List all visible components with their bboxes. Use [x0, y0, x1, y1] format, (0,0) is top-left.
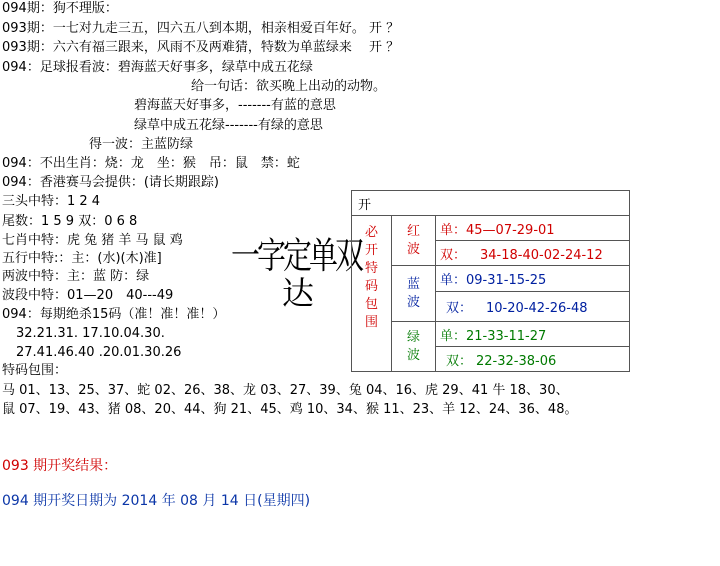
line-surround-nums-2: 鼠 07、19、43、猪 08、20、44、狗 21、45、鸡 10、34、猴 11、23、羊 12、24、36、48。 — [2, 402, 578, 417]
red-wave-label: 红波 — [392, 216, 436, 266]
line-poem-2: 093期：六六有福三跟来，风雨不及两难猜，特数为单蓝绿来 开 ？ — [2, 40, 400, 55]
line-poem-1: 093期：一七对九走三五，四六五八到本期，相亲相爱百年好。 开 ？ — [2, 21, 400, 36]
line-wave-range: 波段中特：01—20 40---49 — [2, 288, 174, 303]
line-seven-zodiac: 七肖中特：虎 兔 猪 羊 马 鼠 鸡 — [2, 233, 183, 248]
stamp-text: 一字定单双 — [231, 234, 362, 277]
green-odd-row: 单：21-33-11-27 — [436, 322, 630, 347]
line-kill-15: 094：每期绝杀15码（准！准！准！） — [2, 307, 226, 322]
line-football: 094：足球报看波：碧海蓝天好事多，绿草中成五花绿 — [2, 60, 313, 75]
table-header: 开 — [352, 191, 630, 216]
blue-wave-label: 蓝波 — [392, 266, 436, 322]
line-blue-meaning: 碧海蓝天好事多，-------有蓝的意思 — [134, 98, 336, 113]
line-kill-nums-2: 27.41.46.40 .20.01.30.26 — [16, 345, 182, 360]
special-code-table — [351, 190, 630, 372]
line-draw-date-094: 094 期开奖日期为 2014 年 08 月 14 日(星期四) — [2, 493, 311, 509]
line-provider: 094：香港赛马会提供：(请长期跟踪) — [2, 175, 219, 190]
line-wave: 得一波：主蓝防绿 — [89, 137, 194, 152]
line-five-elements: 五行中特:：主：(水)(木)准] — [2, 251, 162, 266]
left-label: 必开特码包围 — [352, 216, 392, 372]
red-even-row: 双： 34-18-40-02-24-12 — [436, 241, 630, 266]
line-hint: 给一句话：欲买晚上出动的动物。 — [191, 79, 387, 94]
line-three-heads: 三头中特：1 2 4 — [2, 194, 101, 209]
line-zodiac-out: 094：不出生肖：烧：龙 坐：猴 吊：鼠 禁：蛇 — [2, 156, 300, 171]
line-kill-nums-1: 32.21.31. 17.10.04.30. — [16, 326, 165, 341]
blue-even-row: 双： 10-20-42-26-48 — [436, 292, 630, 322]
line-special-surround: 特码包围： — [2, 363, 68, 378]
line-surround-nums-1: 马 01、13、25、37、蛇 02、26、38、龙 03、27、39、兔 04、16、虎 29、41 牛 18、30、 — [2, 383, 569, 398]
line-title: 094期：狗不理版： — [2, 1, 118, 16]
line-green-meaning: 绿草中成五花绿-------有绿的意思 — [134, 118, 323, 133]
line-results-093: 093 期开奖结果： — [2, 458, 118, 474]
line-tail-numbers: 尾数：1 5 9 双：0 6 8 — [2, 214, 138, 229]
green-wave-label: 绿波 — [392, 322, 436, 372]
line-two-waves: 两波中特：主：蓝 防：绿 — [2, 269, 150, 284]
green-even-row: 双： 22-32-38-06 — [436, 347, 630, 372]
stamp-text-2: 达 — [282, 274, 315, 312]
red-odd-row: 单：45—07-29-01 — [436, 216, 630, 241]
blue-odd-row: 单：09-31-15-25 — [436, 266, 630, 292]
